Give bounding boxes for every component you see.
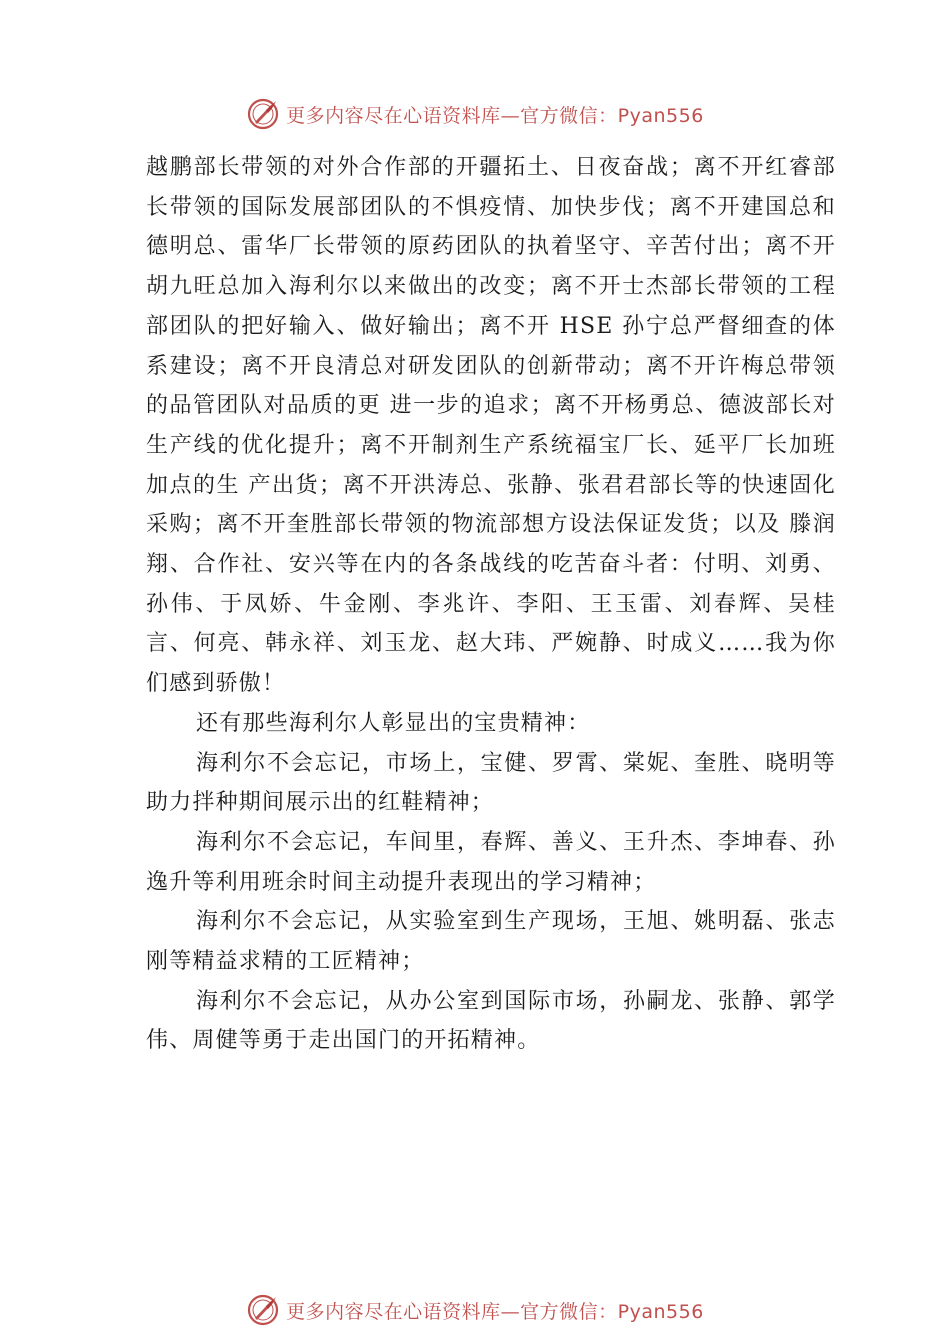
paragraph-5: 海利尔不会忘记，从实验室到生产现场，王旭、姚明磊、张志刚等精益求精的工匠精神； — [146, 909, 836, 975]
header-banner-text: 更多内容尽在心语资料库—官方微信：Pyan556 — [286, 104, 704, 127]
quill-seal-icon — [246, 1293, 280, 1327]
paragraph-1: 越鹏部长带领的对外合作部的开疆拓土、日夜奋战；离不开红睿部长带领的国际发展部团队的不惧疫情、加快步伐；离不开建国总和德明总、雷华厂长带领的原药团队的执着坚守、辛苦付出；离不开胡九旺总加入海利尔以来做出的改变；离不开士杰部长带领的工程部团队的把好输入、做好输出；离不开 HSE 孙宁总严督细查的体系建设；离不开良清总对研发团队的创新带动；离不开许梅总带领的品管团队对品质的更 进一步的追求；离不开杨勇总、德波部长对生产线的优化提升；离不开制剂生产系统福宝厂长、延平厂长加班加点的生 产出货；离不开洪涛总、张静、张君君部长等的快速固化采购；离不开奎胜部长带领的物流部想方设法保证发货；以及 滕润翔、合作社、安兴等在内的各条战线的吃苦奋斗者：付明、刘勇、孙伟、于凤娇、牛金刚、李兆许、李阳、王玉雷、刘春辉、吴桂言、何亮、韩永祥、刘玉龙、赵大玮、严婉静、时成义……我为你们感到骄傲！ — [146, 155, 836, 697]
paragraph-6: 海利尔不会忘记，从办公室到国际市场，孙嗣龙、张静、郭学伟、周健等勇于走出国门的开拓精神。 — [146, 988, 836, 1054]
quill-seal-icon — [246, 97, 280, 131]
paragraph-2: 还有那些海利尔人彰显出的宝贵精神： — [196, 710, 591, 736]
footer-wechat-id: Pyan556 — [617, 1300, 704, 1323]
header-wechat-id: Pyan556 — [617, 104, 704, 127]
paragraph-4: 海利尔不会忘记，车间里，春辉、善义、王升杰、李坤春、孙逸升等利用班余时间主动提升表现出的学习精神； — [146, 829, 836, 895]
paragraph-3: 海利尔不会忘记，市场上，宝健、罗霄、棠妮、奎胜、晓明等助力拌种期间展示出的红鞋精神； — [146, 750, 836, 816]
footer-banner-text: 更多内容尽在心语资料库—官方微信：Pyan556 — [286, 1300, 704, 1323]
header-banner — [0, 94, 950, 134]
footer-banner — [0, 1290, 950, 1330]
document-body — [146, 148, 836, 1061]
